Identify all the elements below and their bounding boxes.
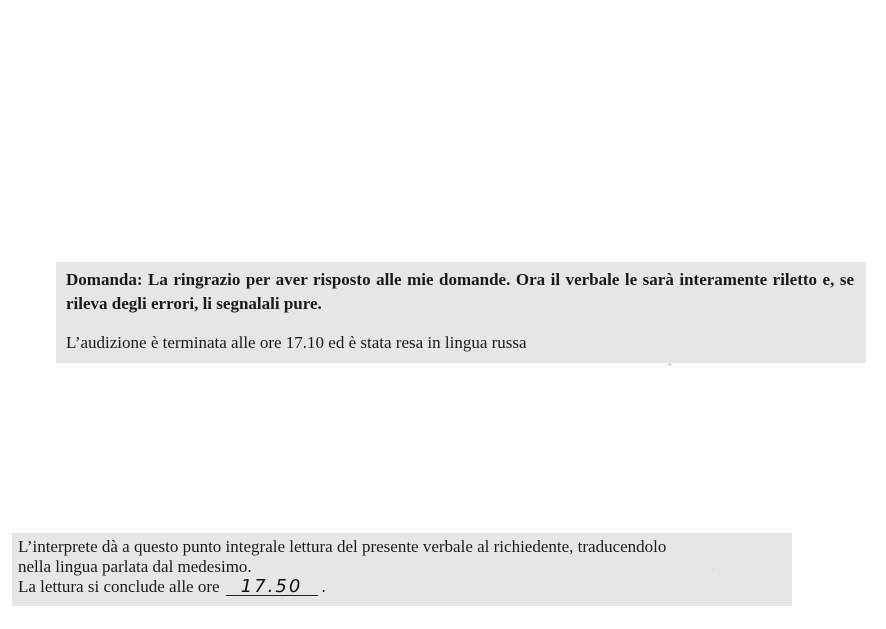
bleed-through-text: ′ xyxy=(712,565,715,580)
handwritten-time: 17.50 xyxy=(226,579,318,596)
language-line: nella lingua parlata dal medesimo. xyxy=(18,557,252,576)
pen-mark: ˏ xyxy=(668,352,672,366)
hearing-end-statement: L’audizione è terminata alle ore 17.10 ed è stata resa in lingua russa xyxy=(66,333,527,352)
reading-conclusion-period: . xyxy=(321,577,326,596)
reading-conclusion-line xyxy=(18,577,784,597)
document-excerpt-bottom xyxy=(12,533,792,606)
question-paragraph: Domanda: La ringrazio per aver risposto alle mie domande. Ora il verbale le sarà interamente riletto e, se rileva degli errori, li segnalali pure. xyxy=(66,270,854,313)
interpreter-reading-line: L’interprete dà a questo punto integrale lettura del presente verbale al richiedente, traducendolo xyxy=(18,537,667,556)
document-excerpt-top xyxy=(56,262,866,366)
reading-conclusion-prefix: La lettura si conclude alle ore xyxy=(18,577,220,596)
